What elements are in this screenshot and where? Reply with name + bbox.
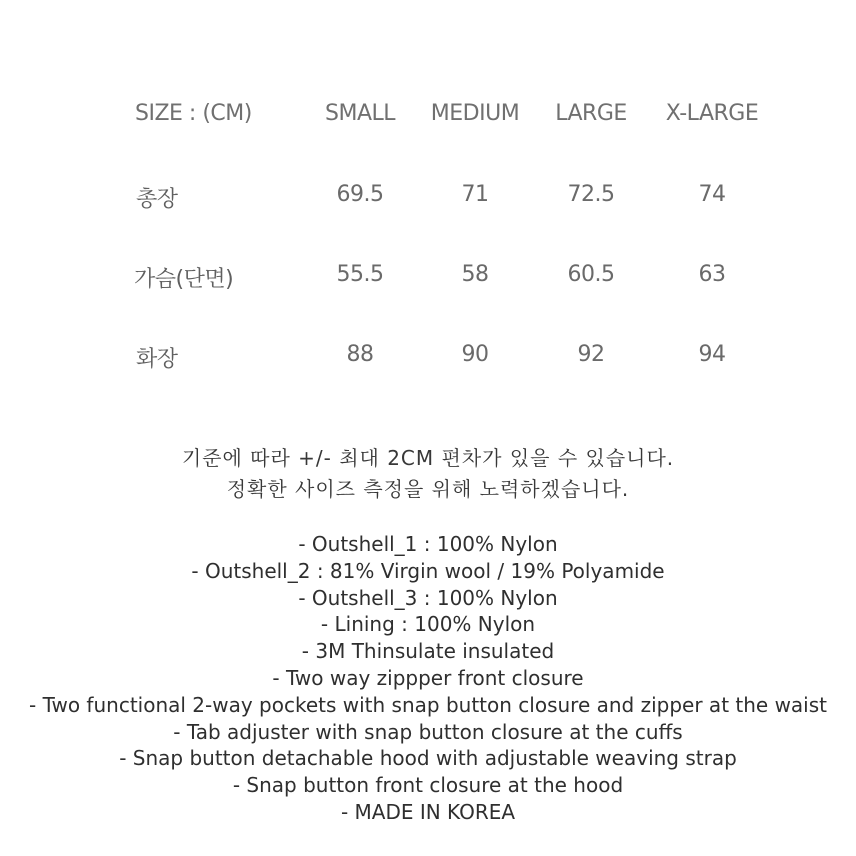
table-cell: 55.5 — [336, 262, 384, 287]
size-header-xlarge: X-LARGE — [665, 101, 759, 126]
detail-line: - Outshell_1 : 100% Nylon — [298, 532, 558, 556]
table-cell: 60.5 — [567, 262, 615, 287]
table-cell: 92 — [577, 342, 605, 367]
row-label-chest: 가슴(단면) — [134, 267, 234, 292]
note-line: 정확한 사이즈 측정을 위해 노력하겠습니다. — [226, 477, 630, 501]
table-cell: 90 — [461, 342, 489, 367]
row-label-sleeve: 화장 — [136, 347, 178, 372]
size-header-medium: MEDIUM — [430, 101, 520, 126]
detail-line: - Outshell_3 : 100% Nylon — [298, 585, 558, 610]
detail-line: - Snap button front closure at the hood — [232, 773, 624, 798]
detail-line: - MADE IN KOREA — [340, 799, 516, 824]
detail-line: - Snap button detachable hood with adjustable weaving strap — [119, 746, 737, 771]
detail-line: - Tab adjuster with snap button closure at the cuffs — [173, 719, 683, 744]
size-table — [0, 0, 856, 400]
row-label-total-length: 총장 — [136, 187, 178, 212]
table-cell: 58 — [461, 262, 489, 287]
detail-line: - 3M Thinsulate insulated — [301, 639, 555, 664]
product-details — [0, 531, 856, 826]
table-cell: 94 — [698, 342, 726, 367]
table-cell: 71 — [461, 182, 489, 207]
measurement-notes — [0, 443, 856, 505]
note-line: 기준에 따라 +/- 최대 2CM 편차가 있을 수 있습니다. — [181, 446, 675, 470]
table-cell: 72.5 — [567, 182, 615, 207]
size-header-label: SIZE : (CM) — [135, 101, 252, 126]
table-cell: 88 — [346, 342, 374, 367]
table-cell: 69.5 — [336, 182, 384, 207]
detail-line: - Two functional 2-way pockets with snap button closure and zipper at the waist — [29, 692, 827, 717]
detail-line: - Two way zippper front closure — [272, 665, 584, 690]
table-cell: 63 — [698, 262, 726, 287]
size-header-small: SMALL — [324, 101, 396, 126]
detail-line: - Outshell_2 : 81% Virgin wool / 19% Polyamide — [191, 558, 665, 583]
table-cell: 74 — [698, 182, 726, 207]
size-header-large: LARGE — [555, 101, 627, 126]
detail-line: - Lining : 100% Nylon — [320, 612, 536, 637]
